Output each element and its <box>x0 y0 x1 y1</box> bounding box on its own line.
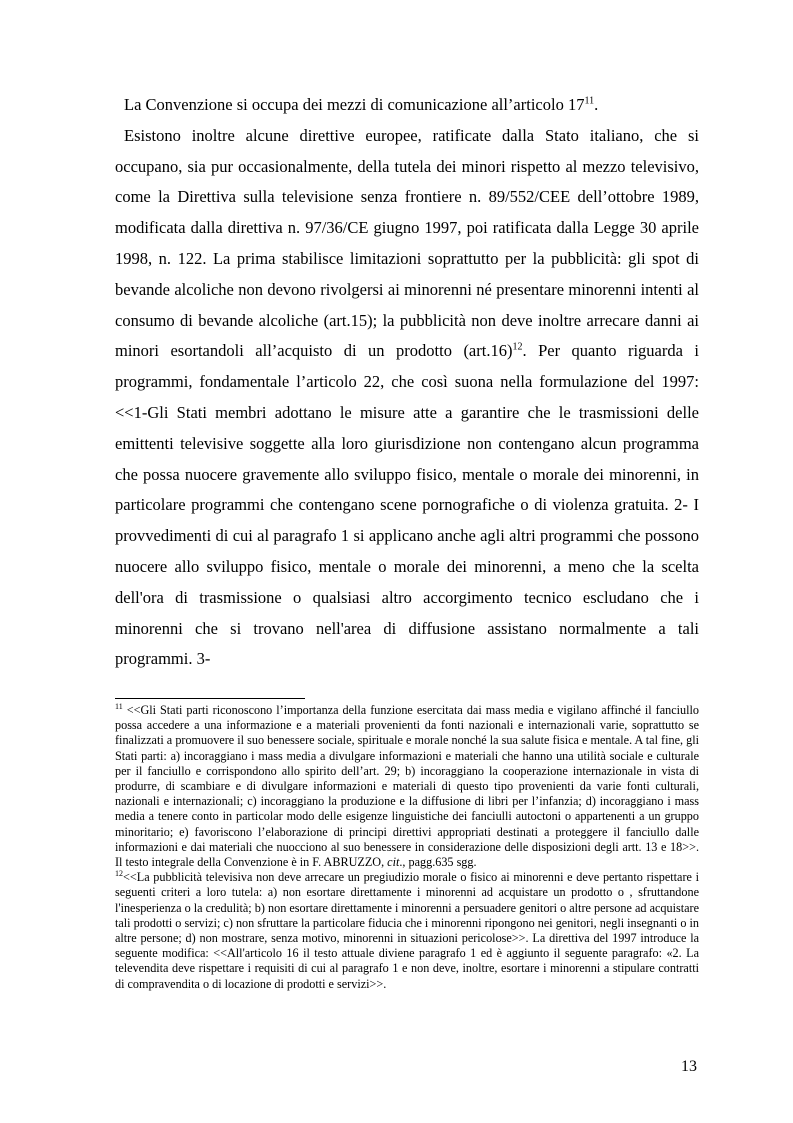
footnote-ref-11: 11 <box>584 95 595 107</box>
footnote-number: 11 <box>115 701 123 711</box>
footnote-italic: cit <box>387 855 400 870</box>
paragraph-1: La Convenzione si occupa dei mezzi di comunicazione all’articolo $17^{11}$. <box>124 95 599 114</box>
footnote-12: $^{12}$<<La pubblicità televisiva non deve arrecare un pregiudizio morale o fisico ai minorenni e deve pertanto rispettare i seguenti criteri a loro tutela: a) non esortare direttamente i minorenni ad acquistare un prodotto o , sfruttandone l'inesperienza o la credulità; b) non esortare direttamente i minorenni a persuadere genitori o altre persone ad acquistare tali prodotti o servizi; c) non sfruttare la particolare fiducia che i minorenni ripongono nei genitori, negli insegnanti o in altre persone; d) non mostrare, senza motivo, minorenni in situazioni pericolose>>. La direttiva del 1997 introduce la seguente modifica: <<All'articolo 16 il testo attuale diviene paragrafo 1 ed è aggiunto il seguente paragrafo: «2. La televendita deve rispettare i requisiti di cui al paragrafo 1 e non deve, inoltre, esortare i minorenni a stipulare contratti di compravendita o di locazione di prodotti e servizi>>. <box>115 869 699 991</box>
paragraph-2: Esistono inoltre alcune direttive europee, ratificate dalla Stato italiano, che si occupano, sia pur occasionalmente, della tutela dei minori rispetto al mezzo televisivo, come la Direttiva sulla televisione senza frontiere n. 89/552/CEE dell’ottobre 1989, modificata dalla direttiva n. 97/36/CE giugno 1997, poi ratificata dalla Legge 30 aprile 1998, n. 122. La prima stabilisce limitazioni soprattutto per la pubblicità: gli spot di bevande alcoliche non devono rivolgersi ai minorenni né presentare minorenni intenti al consumo di bevande alcoliche (art.15); la pubblicità non deve inoltre arrecare danni ai minori esortandoli all’acquisto di un prodotto $(art.16)^{12}$. Per quanto riguarda i programmi, fondamentale l’articolo 22, che così suona nella formulazione del 1997: <<1-Gli Stati membri adottano le misure atte a garantire che le trasmissioni delle emittenti televisive soggette alla loro giurisdizione non contengano alcun programma che possa nuocere gravemente allo sviluppo fisico, mentale o morale dei minorenni, in particolare programmi che contengano scene pornografiche o di violenza gratuita. 2- I provvedimenti di cui al paragrafo 1 si applicano anche agli altri programmi che possono nuocere allo sviluppo fisico, mentale o morale dei minorenni, a meno che la scelta dell'ora di trasmissione o qualsiasi altro accorgimento tecnico escludano che i minorenni che si trovano nell'area di diffusione assistano normalmente a tali programmi. 3- <box>115 125 699 669</box>
page-number: 13 <box>681 1058 697 1075</box>
body-text <box>115 90 699 675</box>
footnote-number: 12 <box>115 869 123 879</box>
footnotes <box>115 703 699 992</box>
footnote-separator <box>115 698 305 699</box>
footnote-11: $^{11}$ <<Gli Stati parti riconoscono l’importanza della funzione esercitata dai mass media e vigilano affinché il fanciullo possa accedere a una informazione e a materiali provenienti da fonti nazionali e internazionali varie, soprattutto se finalizzati a promuovere il suo benessere sociale, spirituale e morale nonché la sua salute fisica e mentale. A tal fine, gli Stati parti: a) incoraggiano i mass media a divulgare informazioni e materiali che hanno una utilità sociale e culturale per il fanciullo e corrispondono allo spirito dell’art. 29; b) incoraggiano la cooperazione internazionale in vista di produrre, di scambiare e di divulgare informazioni e materiali di questo tipo provenienti da varie fonti culturali, nazionali e internazionali; c) incoraggiano la produzione e la diffusione di libri per l’infanzia; d) incoraggiano i mass media a tenere conto in particolar modo delle esigenze linguistiche dei fanciulli autoctoni o appartenenti a un gruppo minoritario; e) favoriscono l’elaborazione di principi direttivi appropriati destinati a proteggere il fanciullo dalle informazioni e dai materiali che nuocciono al suo benessere in considerazione delle disposizioni degli artt. 13 e 18>>. Il testo integrale della Convenzione è in F. ABRUZZO, cit., pagg.635 sgg. <box>115 701 699 870</box>
footnote-ref-12: 12 <box>512 341 523 353</box>
